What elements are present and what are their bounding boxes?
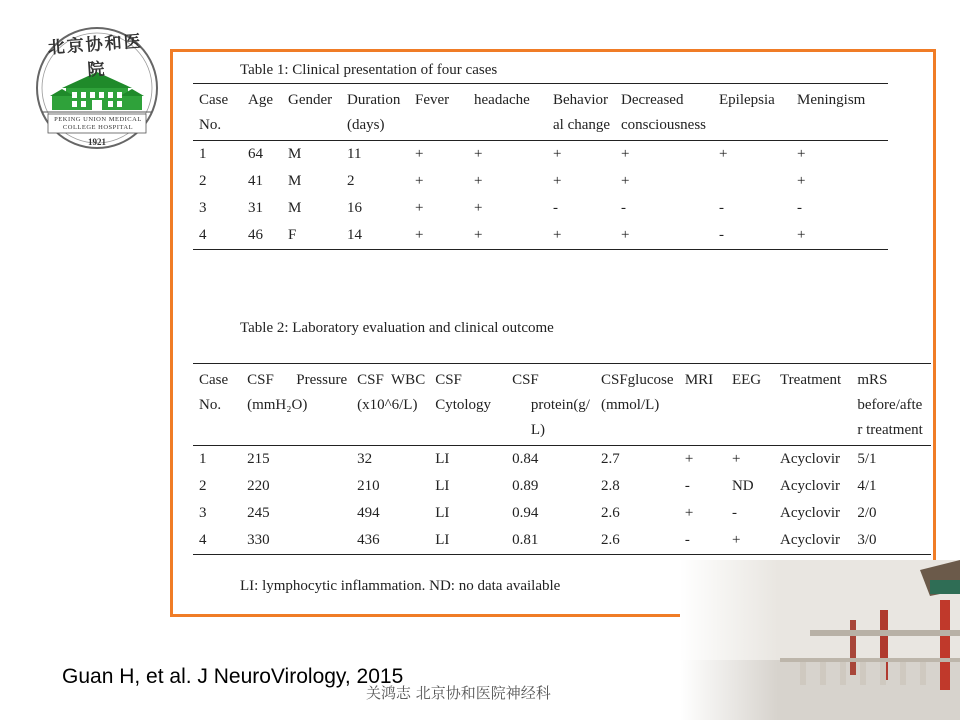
- table-row: [193, 222, 888, 250]
- table2-cell: 220: [247, 478, 270, 494]
- table1-cell: M: [288, 146, 302, 162]
- table-row: [193, 500, 931, 527]
- table1-cell: +: [797, 146, 806, 162]
- table1-title: Table 1: Clinical presentation of four cases: [240, 62, 498, 78]
- table1-cell: 46: [248, 227, 263, 243]
- table2-cell: ND: [731, 478, 754, 494]
- table2-header-line: before/afte: [857, 397, 923, 413]
- table2-cell: 436: [357, 532, 380, 548]
- table1-cell: +: [719, 146, 728, 162]
- table1-header-line: (days): [347, 117, 385, 133]
- table2-cell: Acyclovir: [780, 451, 841, 467]
- table1-header-line: consciousness: [621, 117, 706, 133]
- table1-cell: [713, 168, 791, 195]
- logo-name-line: PEKING UNION MEDICAL: [54, 116, 142, 123]
- table1-header-cell: [615, 84, 713, 141]
- table1-cell: +: [415, 200, 424, 216]
- table2-header-cell: [241, 364, 351, 446]
- table2-cell: -: [684, 532, 690, 548]
- table2-cell: 4: [199, 532, 207, 548]
- table1-header-line: headache: [474, 92, 530, 108]
- table1-header-cell: [791, 84, 888, 141]
- table2-cell: Acyclovir: [780, 505, 841, 521]
- table2-header-cell: [851, 364, 931, 446]
- table1-cell: +: [415, 146, 424, 162]
- table1-cell: +: [474, 146, 483, 162]
- logo-year: 1921: [88, 137, 106, 147]
- table2-header-cell: [429, 364, 506, 446]
- table2-cell: 2/0: [857, 505, 877, 521]
- table1-header-line: Fever: [415, 92, 450, 108]
- table-row: [193, 141, 888, 169]
- table1-cell: +: [474, 200, 483, 216]
- table2-header-line: Case: [199, 372, 229, 388]
- table1-cell: +: [415, 173, 424, 189]
- logo-name-line: COLLEGE HOSPITAL: [62, 124, 134, 131]
- table2-cell: +: [731, 451, 741, 467]
- table1-header-cell: [468, 84, 547, 141]
- table1-cell: M: [288, 200, 302, 216]
- table1-cell: 2: [347, 173, 355, 189]
- table2-cell: -: [731, 505, 737, 521]
- table2-cell: 2: [199, 478, 207, 494]
- table2-cell: 2.6: [600, 505, 620, 521]
- logo-hospital-name: [50, 116, 146, 132]
- table2-header-line: (mmol/L): [600, 397, 660, 413]
- table1-header-line: al change: [553, 117, 611, 133]
- table1-header-cell: [282, 84, 341, 141]
- table1-cell: +: [553, 146, 562, 162]
- author-affiliation: 关鸿志 北京协和医院神经科: [366, 684, 551, 702]
- table1-cell: 31: [248, 200, 263, 216]
- table1-header-line: Decreased: [621, 92, 684, 108]
- table2-cell: 215: [247, 451, 270, 467]
- table1-header-line: Gender: [288, 92, 333, 108]
- table2-header-line: EEG: [731, 372, 762, 388]
- table1-header-cell: [242, 84, 282, 141]
- table2-cell: -: [684, 478, 690, 494]
- table-row: [193, 527, 931, 555]
- table2-header-line: CSFglucose: [600, 372, 674, 388]
- table1-cell: +: [797, 227, 806, 243]
- table2-cell: 0.89: [512, 478, 539, 494]
- table-row: [193, 446, 931, 474]
- table2-cell: LI: [435, 451, 450, 467]
- table2-cell: 32: [357, 451, 373, 467]
- table-row: [193, 473, 931, 500]
- table-row: [193, 168, 888, 195]
- table1-cell: -: [719, 200, 724, 216]
- table1-cell: 4: [199, 227, 207, 243]
- table1-cell: +: [474, 227, 483, 243]
- table2-cell: 2.8: [600, 478, 620, 494]
- table2-header-cell: [193, 364, 241, 446]
- table2-cell: Acyclovir: [780, 478, 841, 494]
- table1-cell: -: [621, 200, 626, 216]
- table2-cell: 0.81: [512, 532, 539, 548]
- table2-header-cell: [351, 364, 429, 446]
- table1-cell: 11: [347, 146, 362, 162]
- table2-header-line: CSF Pressure: [247, 372, 348, 388]
- table1-cell: 1: [199, 146, 207, 162]
- table2-cell: 2.6: [600, 532, 620, 548]
- table1-cell: -: [553, 200, 558, 216]
- table1-cell: 41: [248, 173, 263, 189]
- table1-header-line: Case: [199, 92, 229, 108]
- table2-cell: 210: [357, 478, 380, 494]
- palace-building-icon: [680, 560, 960, 720]
- table2-header-line: No.: [199, 397, 222, 413]
- table2-cell: 5/1: [857, 451, 877, 467]
- table2-header-line: r treatment: [857, 422, 923, 438]
- table2-header-line: (x10^6/L): [357, 397, 418, 413]
- table1-header-line: No.: [199, 117, 222, 133]
- table-row: [193, 195, 888, 222]
- table2-title: Table 2: Laboratory evaluation and clinical outcome: [240, 320, 554, 336]
- table1: [193, 83, 888, 250]
- table1-cell: +: [474, 173, 483, 189]
- table2-cell: 3/0: [857, 532, 877, 548]
- table1-cell: 16: [347, 200, 362, 216]
- table1-cell: 14: [347, 227, 362, 243]
- table2-header-line: CSF WBC: [357, 372, 426, 388]
- table2-header-cell: [595, 364, 679, 446]
- table2-cell: 494: [357, 505, 380, 521]
- table1-cell: +: [621, 173, 630, 189]
- table2-body: [193, 446, 931, 555]
- table2-cell: 245: [247, 505, 270, 521]
- table2-cell: 0.84: [512, 451, 539, 467]
- table2-header-line: MRI: [684, 372, 714, 388]
- table1-header-cell: [409, 84, 468, 141]
- table2-cell: +: [684, 451, 694, 467]
- logo-arc-text: 北京协和医院: [47, 31, 144, 81]
- table1-header-line: Duration: [347, 92, 401, 108]
- table2-cell: 0.94: [512, 505, 539, 521]
- table2-cell: +: [731, 532, 741, 548]
- citation: Guan H, et al. J NeuroVirology, 2015: [62, 665, 404, 688]
- table2: [193, 363, 931, 555]
- table1-header-line: Behavior: [553, 92, 608, 108]
- table1-cell: +: [621, 146, 630, 162]
- table2-header-cell: [679, 364, 726, 446]
- table2-cell: 3: [199, 505, 207, 521]
- hospital-logo: [22, 26, 162, 152]
- table1-cell: F: [288, 227, 297, 243]
- table2-header-line: CSF: [512, 372, 539, 388]
- table1-header-line: Epilepsia: [719, 92, 775, 108]
- table-footnote: LI: lymphocytic inflammation. ND: no data available: [240, 578, 561, 594]
- table1-cell: +: [553, 173, 562, 189]
- table2-header-line: protein(g/: [512, 397, 590, 413]
- table2-cell: +: [684, 505, 694, 521]
- table2-header-cell: [726, 364, 774, 446]
- table1-cell: +: [621, 227, 630, 243]
- table1-cell: 3: [199, 200, 207, 216]
- table1-header-line: Age: [248, 92, 273, 108]
- table2-cell: LI: [435, 478, 450, 494]
- table1-cell: 64: [248, 146, 263, 162]
- table2-header-line: CSF: [435, 372, 462, 388]
- table2-cell: LI: [435, 505, 450, 521]
- table2-header-line: Cytology: [435, 397, 492, 413]
- table1-header-cell: [713, 84, 791, 141]
- table1-cell: M: [288, 173, 302, 189]
- table1-body: [193, 141, 888, 250]
- table1-cell: +: [415, 227, 424, 243]
- table2-cell: 1: [199, 451, 207, 467]
- table2-header-cell: [774, 364, 851, 446]
- table1-cell: -: [719, 227, 724, 243]
- table2-cell: 330: [247, 532, 270, 548]
- table1-cell: 2: [199, 173, 207, 189]
- content-frame: [170, 49, 936, 617]
- table2-header-line: L): [512, 422, 545, 438]
- table2-header-line: (mmH₂O): [247, 397, 308, 413]
- table2-header-row: [193, 364, 931, 446]
- table2-cell: Acyclovir: [780, 532, 841, 548]
- table2-cell: LI: [435, 532, 450, 548]
- table2-header-line: mRS: [857, 372, 888, 388]
- table2-header-line: Treatment: [780, 372, 842, 388]
- table1-header-cell: [341, 84, 409, 141]
- table1-header-line: Meningism: [797, 92, 866, 108]
- table1-header-cell: [547, 84, 615, 141]
- table1-cell: -: [797, 200, 802, 216]
- table2-header-cell: [506, 364, 595, 446]
- table1-cell: +: [797, 173, 806, 189]
- table1-header-row: [193, 84, 888, 141]
- table1-header-cell: [193, 84, 242, 141]
- table2-cell: 4/1: [857, 478, 877, 494]
- table2-cell: 2.7: [600, 451, 620, 467]
- table1-cell: +: [553, 227, 562, 243]
